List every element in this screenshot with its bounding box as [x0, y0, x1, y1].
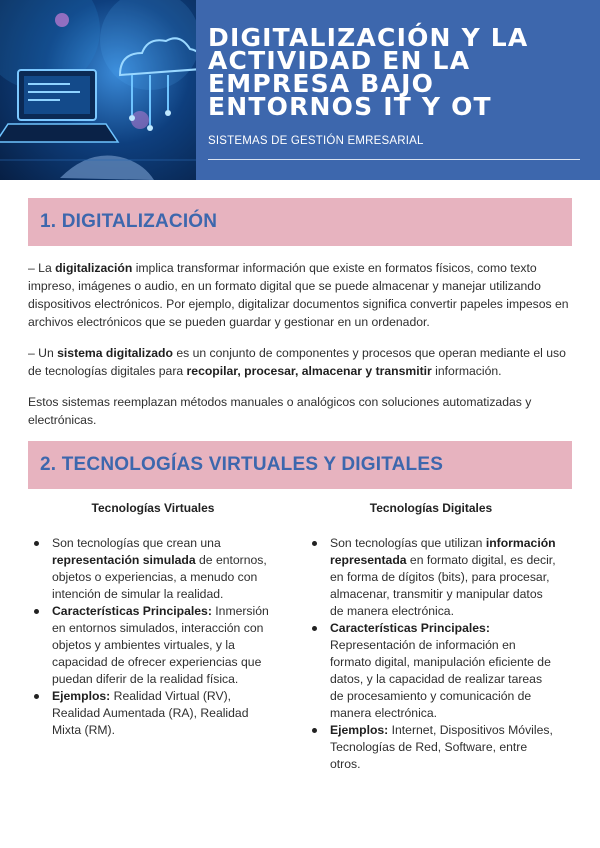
list-item — [306, 722, 556, 773]
title-panel — [196, 0, 600, 180]
section-heading-digitalizacion — [28, 198, 572, 246]
column-title: Tecnologías Virtuales — [91, 501, 215, 515]
section-heading-tecnologias — [28, 441, 572, 489]
list-item — [28, 603, 278, 688]
text-run: información. — [431, 364, 502, 378]
paragraph-reemplazan: Estos sistemas reemplazan métodos manuales o analógicos con soluciones automatizadas y electrónicas. — [28, 395, 532, 427]
cloud-technology-illustration — [0, 0, 196, 180]
text-run: – Un — [28, 346, 58, 360]
bullet-icon — [34, 694, 39, 699]
paragraph-sistema-digitalizado — [28, 344, 572, 380]
list-item — [306, 535, 556, 620]
text-run: Representación de información en formato digital, manipulación eficiente de datos, y la capacidad de realizar tareas de procesamiento y comunicación de manera electrónica. — [330, 638, 551, 720]
header-banner — [0, 0, 600, 180]
text-run: de entornos, objetos o experiencias, a menudo con intención de simular la realidad. — [52, 553, 267, 601]
bullet-icon — [312, 541, 317, 546]
text-run: Son tecnologías que crean una — [52, 536, 221, 550]
bold-term: Ejemplos: — [52, 689, 111, 703]
bold-term: Características Principales: — [52, 604, 212, 618]
bold-term: Características Principales: — [330, 621, 490, 635]
bullet-icon — [34, 609, 39, 614]
text-run: Son tecnologías que utilizan — [330, 536, 486, 550]
bullet-icon — [312, 626, 317, 631]
bold-term: Ejemplos: — [330, 723, 389, 737]
list-item — [28, 535, 278, 603]
bold-term: recopilar, procesar, almacenar y transmitir — [186, 364, 432, 378]
subtitle-divider — [208, 159, 580, 160]
bullet-icon — [312, 728, 317, 733]
text-run: en formato digital, es decir, en forma de dígitos (bits), para procesar, almacenar, transmitir y manipular datos de manera electrónica. — [330, 553, 556, 618]
text-run: Realidad Virtual (RV), Realidad Aumentada (RA), Realidad Mixta (RM). — [52, 689, 249, 737]
bold-term: información representada — [330, 536, 556, 567]
page-subtitle: SISTEMAS DE GESTIÓN EMRESARIAL — [208, 135, 424, 147]
column-virtuales — [28, 501, 278, 739]
text-run: – La — [28, 261, 56, 275]
column-title: Tecnologías Digitales — [369, 501, 493, 515]
section-title: 1. DIGITALIZACIÓN — [40, 211, 218, 232]
bold-term: sistema digitalizado — [57, 346, 173, 360]
bullet-list — [306, 535, 556, 773]
text-run: es un conjunto de componentes y procesos que operan mediante el uso de tecnologías digitales para — [28, 346, 566, 378]
bold-term: digitalización — [55, 261, 133, 275]
column-digitales — [306, 501, 556, 773]
list-item — [28, 688, 278, 739]
bullet-list — [28, 535, 278, 739]
text-run: Inmersión en entornos simulados, interacción con objetos y ambientes virtuales, y la capacidad de ofrecer experiencias que puedan diferir de la realidad física. — [52, 604, 269, 686]
page-title: DIGITALIZACIÓN Y LA ACTIVIDAD EN LA EMPRESA BAJO ENTORNOS IT Y OT — [208, 23, 529, 121]
text-run: implica transformar información que existe en formatos físicos, como texto impreso, imágenes o audio, en un formato digital que se puede almacenar y manejar utilizando dispositivos electrónicos. Por ejemplo, digitalizar documentos significa convertir papeles impesos en archivos electrónicos que se pueden guardar y gestionar en un ordenador. — [28, 261, 569, 329]
paragraph-digitalizacion — [28, 259, 572, 331]
bold-term: representación simulada — [52, 553, 196, 567]
text-run: Internet, Dispositivos Móviles, Tecnologías de Red, Software, entre otros. — [330, 723, 553, 771]
section-title: 2. TECNOLOGÍAS VIRTUALES Y DIGITALES — [40, 454, 444, 475]
list-item — [306, 620, 556, 722]
bullet-icon — [34, 541, 39, 546]
cloud-computing-icon — [0, 0, 196, 180]
